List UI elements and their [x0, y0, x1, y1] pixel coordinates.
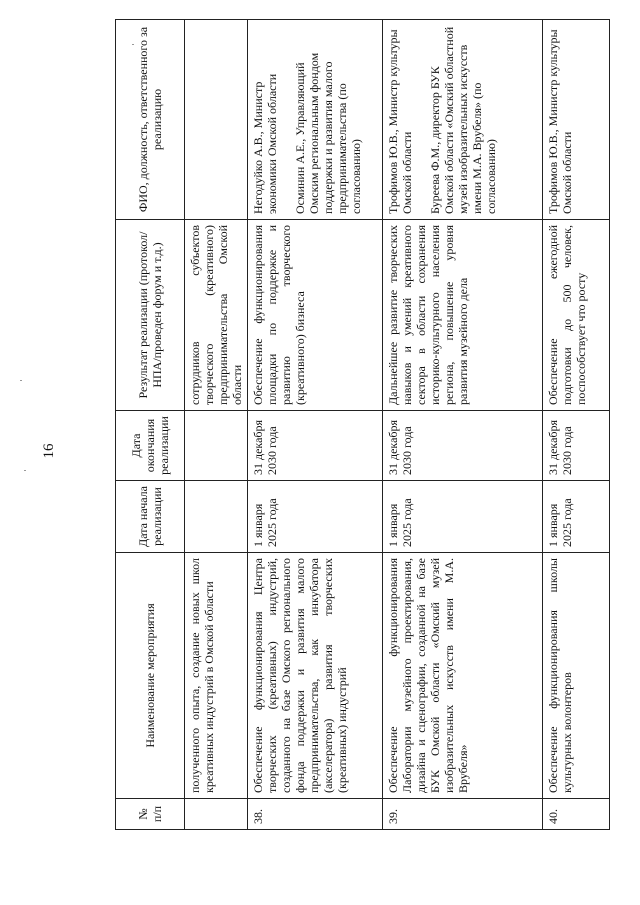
responsible-primary: Трофимов Ю.В., Министр культуры Омской области	[386, 29, 414, 214]
header-responsible: ФИО, должность, ответственного за реализацию	[116, 20, 185, 220]
scan-speck	[24, 470, 26, 471]
cell-number: 38.	[248, 799, 383, 830]
cell-event-name: полученного опыта, создание новых школ креативных индустрий в Омской области	[185, 553, 248, 799]
cell-event-name: Обеспечение функционирования Центра творческих (креативных) индустрий, созданного на базе Омского регионального фонда поддержки и развития малого предпринимательства, как инкубатора (акселератора) развития творческих (креативных) индустрий	[248, 553, 383, 799]
header-number: № п/п	[116, 799, 185, 830]
cell-start-date: 1 января 2025 года	[383, 481, 543, 553]
cell-result: сотрудников субъектов творческого (креативного) предпринимательства Омской области	[185, 220, 248, 411]
cell-start-date: 1 января 2025 года	[543, 481, 610, 553]
cell-end-date	[185, 411, 248, 481]
cell-result: Дальнейшее развитие творческих навыков и умений креативного сектора в области сохранения историко-культурного населения региона, повышение уровня развития музейного дела	[383, 220, 543, 411]
responsible-secondary: Осминин А.Е., Управляющий Омским региональным фондом поддержки и развития малого предпринимательства (по согласованию)	[293, 52, 363, 214]
cell-number	[185, 799, 248, 830]
header-end-date: Дата окончания реализации	[116, 411, 185, 481]
cell-responsible	[185, 20, 248, 220]
rotated-table-container	[115, 20, 630, 830]
cell-start-date	[185, 481, 248, 553]
responsible-primary: Трофимов Ю.В., Министр культуры Омской области	[546, 29, 574, 214]
scan-speck	[20, 380, 22, 381]
action-plan-table	[115, 19, 610, 830]
cell-number: 40.	[543, 799, 610, 830]
responsible-primary: Негодуйко А.В., Министр экономики Омской области	[251, 73, 279, 214]
page-number: 16	[41, 443, 57, 459]
header-result: Результат реализации (протокол/НПА/проведен форум и т.д.)	[116, 220, 185, 411]
cell-end-date: 31 декабря 2030 года	[248, 411, 383, 481]
responsible-secondary: Буреева Ф.М., директор БУК Омской области «Омский областной музей изобразительных искусств имени М.А. Врубеля» (по согласованию)	[428, 26, 498, 214]
table-row	[543, 20, 610, 830]
header-start-date: Дата начала реализации	[116, 481, 185, 553]
cell-responsible	[543, 20, 610, 220]
cell-number: 39.	[383, 799, 543, 830]
cell-end-date: 31 декабря 2030 года	[383, 411, 543, 481]
header-event-name: Наименование мероприятия	[116, 553, 185, 799]
table-row	[248, 20, 383, 830]
table-header-row	[116, 20, 185, 830]
table-row	[185, 20, 248, 830]
cell-start-date: 1 января 2025 года	[248, 481, 383, 553]
cell-result: Обеспечение ежегодной подготовки до 500 человек, поспособствует что росту	[543, 220, 610, 411]
table-row	[383, 20, 543, 830]
cell-end-date: 31 декабря 2030 года	[543, 411, 610, 481]
cell-result: Обеспечение функционирования площадки по поддержке и развитию творческого (креативного) бизнеса	[248, 220, 383, 411]
cell-responsible	[383, 20, 543, 220]
cell-responsible	[248, 20, 383, 220]
cell-event-name: Обеспечение функционирования школы культурных волонтеров	[543, 553, 610, 799]
cell-event-name: Обеспечение функционирования Лаборатории музейного проектирования, дизайна и сценографии, созданной на базе БУК Омской области «Омский музей изобразительных искусств имени М.А. Врубеля»	[383, 553, 543, 799]
